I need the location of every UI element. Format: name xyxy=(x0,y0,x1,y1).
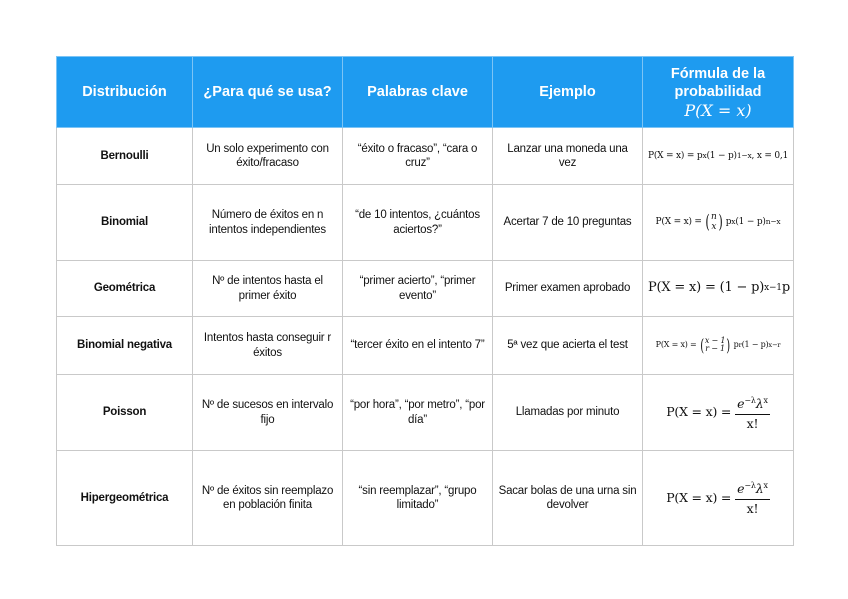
formula-lambda: λ xyxy=(755,396,764,412)
formula-geometrica xyxy=(648,281,790,296)
formula-exp: x−1 xyxy=(764,283,782,294)
row-ejemplo: Sacar bolas de una urna sin devolver xyxy=(493,451,643,546)
formula-exp: n−x xyxy=(765,217,781,227)
row-palabras: “de 10 intentos, ¿cuántos aciertos?” xyxy=(343,185,493,261)
formula-p: p xyxy=(733,340,739,350)
row-ejemplo: Lanzar una moneda una vez xyxy=(493,128,643,185)
fraction-numerator xyxy=(735,479,770,500)
row-ejemplo: Llamadas por minuto xyxy=(493,375,643,451)
row-ejemplo: Primer examen aprobado xyxy=(493,261,643,317)
row-uso: Número de éxitos en n intentos independientes xyxy=(193,185,343,261)
row-name: Binomial xyxy=(57,185,193,261)
row-uso: Nº de sucesos en intervalo fijo xyxy=(193,375,343,451)
binomial-coefficient: ( n x ) xyxy=(705,211,723,234)
binom-top: n xyxy=(710,212,717,223)
formula-mid: (1 − p) xyxy=(741,340,769,350)
formula-exp: x xyxy=(731,217,736,227)
formula-tail: p xyxy=(781,280,790,296)
formula-binomial xyxy=(656,213,781,232)
header-formula-math: P(X = x) xyxy=(684,100,752,120)
fraction-denominator: x! xyxy=(746,415,759,431)
row-name: Poisson xyxy=(57,375,193,451)
table-row xyxy=(57,317,794,375)
header-row xyxy=(57,57,794,128)
binom-bottom: x xyxy=(711,221,717,232)
formula-e: e xyxy=(737,396,745,412)
header-formula xyxy=(643,57,794,128)
row-formula xyxy=(643,261,794,317)
formula-exp: x xyxy=(763,395,768,405)
header-distribucion: Distribución xyxy=(57,57,193,128)
row-uso: Intentos hasta conseguir r éxitos xyxy=(193,317,343,375)
binomial-coefficient: ( x − 1 r − 1 ) xyxy=(699,335,731,356)
formula-exp: x xyxy=(763,481,768,491)
formula-p: p xyxy=(725,217,732,228)
row-palabras: “tercer éxito en el intento 7” xyxy=(343,317,493,375)
row-formula xyxy=(643,185,794,261)
row-name: Hipergeométrica xyxy=(57,451,193,546)
row-name: Geométrica xyxy=(57,261,193,317)
formula-lhs: P(X = x) = xyxy=(666,404,732,420)
row-formula xyxy=(643,375,794,451)
formula-lhs: P(X = x) = xyxy=(655,340,697,350)
formula-exp: x xyxy=(702,151,707,161)
formula-poisson xyxy=(666,394,770,431)
row-name: Bernoulli xyxy=(57,128,193,185)
formula-lhs: P(X = x) = p xyxy=(648,151,703,162)
row-formula xyxy=(643,451,794,546)
row-uso: Un solo experimento con éxito/fracaso xyxy=(193,128,343,185)
row-palabras: “por hora”, “por metro”, “por día” xyxy=(343,375,493,451)
formula-exp: x−r xyxy=(768,341,781,350)
formula-exp: −λ xyxy=(744,481,756,491)
fraction-numerator xyxy=(735,394,770,415)
row-palabras: “éxito o fracaso”, “cara o cruz” xyxy=(343,128,493,185)
row-ejemplo: Acertar 7 de 10 preguntas xyxy=(493,185,643,261)
fraction-denominator: x! xyxy=(746,501,759,517)
formula-tail: , x = 0,1 xyxy=(751,151,789,162)
row-formula xyxy=(643,128,794,185)
formula-exp: −λ xyxy=(744,395,756,405)
formula-exp: 1−x xyxy=(736,151,752,161)
formula-e: e xyxy=(737,481,745,497)
header-palabras-clave: Palabras clave xyxy=(343,57,493,128)
fraction xyxy=(735,479,770,516)
row-name: Binomial negativa xyxy=(57,317,193,375)
header-formula-label: Fórmula de la probabilidad xyxy=(670,65,766,100)
table-row xyxy=(57,128,794,185)
row-uso: Nº de éxitos sin reemplazo en población finita xyxy=(193,451,343,546)
row-palabras: “sin reemplazar”, “grupo limitado” xyxy=(343,451,493,546)
table-row xyxy=(57,261,794,317)
table-row xyxy=(57,451,794,546)
formula-lambda: λ xyxy=(755,481,764,497)
binom-top: x − 1 xyxy=(704,336,726,346)
formula-lhs: P(X = x) = xyxy=(666,489,732,505)
formula-binomial-negativa xyxy=(656,337,781,354)
formula-lhs: P(X = x) = xyxy=(655,217,702,228)
binom-bottom: r − 1 xyxy=(705,344,725,354)
formula-hipergeometrica xyxy=(666,479,770,516)
formula-mid: (1 − p) xyxy=(735,217,766,228)
fraction xyxy=(735,394,770,431)
row-palabras: “primer acierto”, “primer evento” xyxy=(343,261,493,317)
formula-bernoulli xyxy=(648,149,788,164)
header-ejemplo: Ejemplo xyxy=(493,57,643,128)
formula-mid: (1 − p) xyxy=(706,151,737,162)
formula-exp: r xyxy=(738,341,742,350)
header-uso: ¿Para qué se usa? xyxy=(193,57,343,128)
row-uso: Nº de intentos hasta el primer éxito xyxy=(193,261,343,317)
distribution-table xyxy=(56,56,794,546)
row-ejemplo: 5ª vez que acierta el test xyxy=(493,317,643,375)
row-formula xyxy=(643,317,794,375)
table-row xyxy=(57,375,794,451)
table-row xyxy=(57,185,794,261)
formula-lhs: P(X = x) = (1 − p) xyxy=(648,280,765,296)
